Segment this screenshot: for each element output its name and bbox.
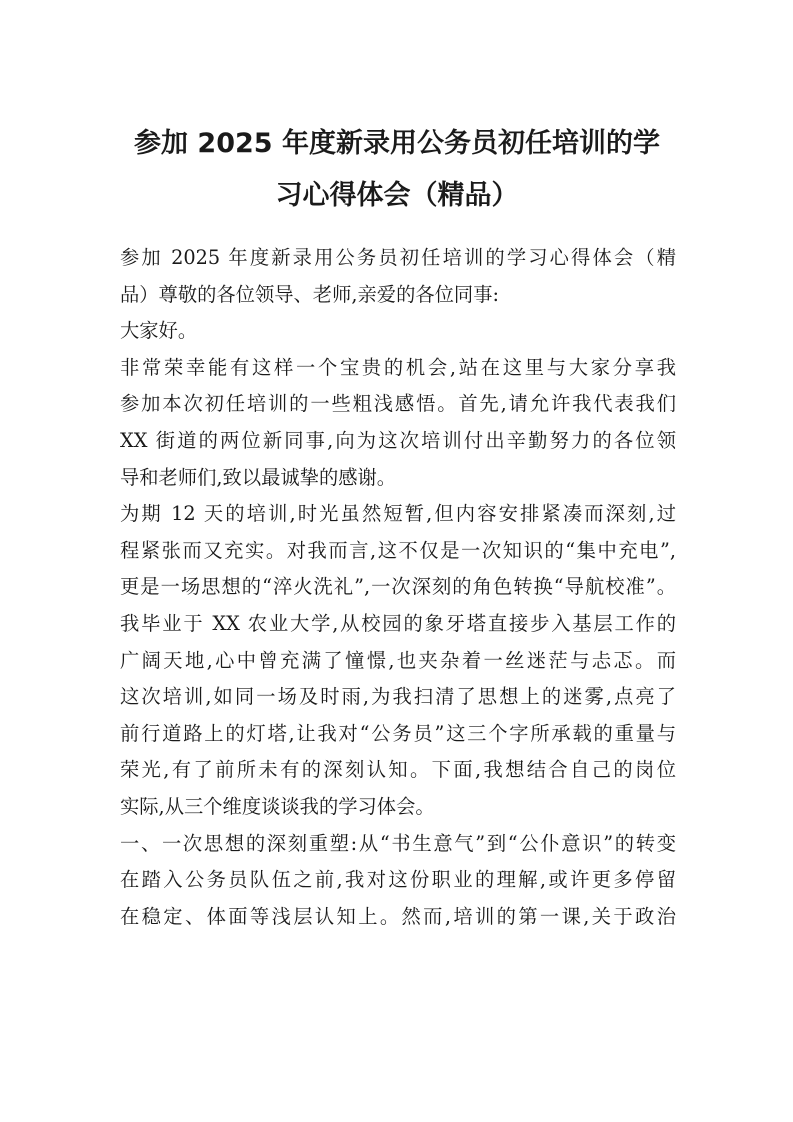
body-line: 在踏入公务员队伍之前,我对这份职业的理解,或许更多停留 [120,868,676,892]
body-line: 参加本次初任培训的一些粗浅感悟。首先,请允许我代表我们 [120,392,676,416]
body-line: 品）尊敬的各位领导、老师,亲爱的各位同事: [120,282,499,306]
body-line: XX 街道的两位新同事,向为这次培训付出辛勤努力的各位领 [120,428,676,452]
body-line: 我毕业于 XX 农业大学,从校园的象牙塔直接步入基层工作的 [120,611,676,635]
body-line: 导和老师们,致以最诚挚的感谢。 [120,465,397,489]
title-line-2: 习心得体会（精品） [275,180,519,211]
title-line-1: 参加 2025 年度新录用公务员初任培训的学 [134,128,660,159]
body-line: 实际,从三个维度谈谈我的学习体会。 [120,794,435,818]
body-line: 前行道路上的灯塔,让我对“公务员”这三个字所承载的重量与 [120,721,676,745]
body-line: 广阔天地,心中曾充满了憧憬,也夹杂着一丝迷茫与忐忑。而 [120,648,676,672]
body-line: 大家好。 [120,319,198,343]
document-body [120,240,676,935]
body-line: 为期 12 天的培训,时光虽然短暂,但内容安排紧凑而深刻,过 [120,502,676,526]
body-line: 更是一场思想的“淬火洗礼”,一次深刻的角色转换“导航校准”。 [120,575,676,599]
document-title [112,118,682,222]
body-line: 在稳定、体面等浅层认知上。然而,培训的第一课,关于政治 [120,904,676,928]
body-line: 程紧张而又充实。对我而言,这不仅是一次知识的“集中充电”, [120,538,676,562]
section-heading-line: 一、一次思想的深刻重塑:从“书生意气”到“公仆意识”的转变 [120,831,676,855]
body-line: 这次培训,如同一场及时雨,为我扫清了思想上的迷雾,点亮了 [120,685,676,709]
body-line: 非常荣幸能有这样一个宝贵的机会,站在这里与大家分享我 [120,355,676,379]
body-line: 参加 2025 年度新录用公务员初任培训的学习心得体会（精 [120,246,676,269]
body-line: 荣光,有了前所未有的深刻认知。下面,我想结合自己的岗位 [120,758,676,782]
